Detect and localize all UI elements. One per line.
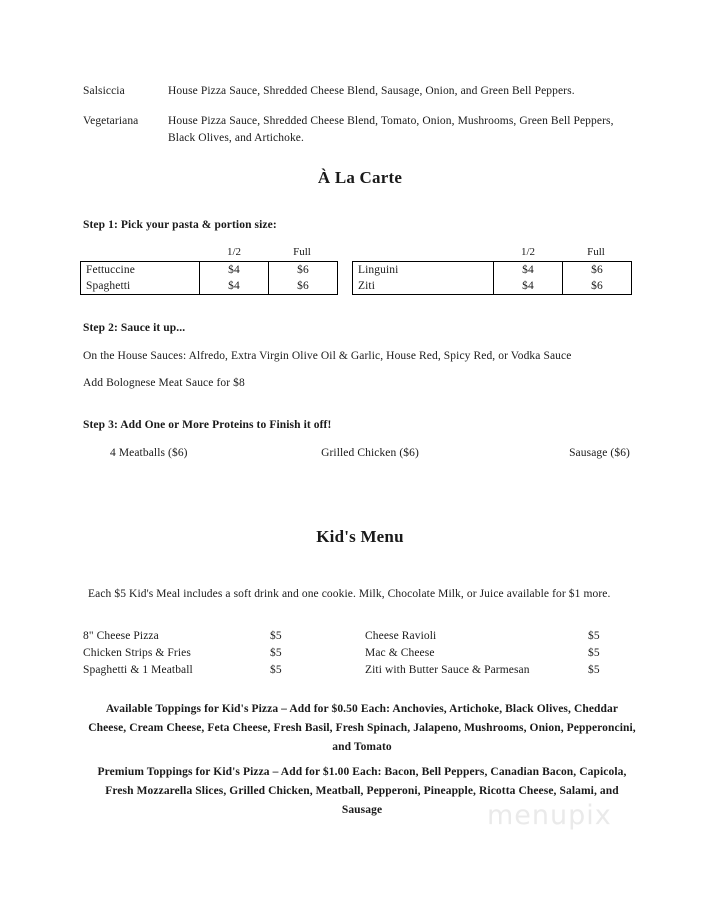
kids-item-price: $5 (588, 664, 600, 676)
pasta-price-full: $6 (297, 264, 309, 276)
kids-item-left (83, 645, 365, 662)
kids-item-name: Chicken Strips & Fries (83, 647, 191, 659)
list-item (83, 628, 633, 645)
kids-item-left (83, 662, 365, 679)
kids-item-left (83, 628, 365, 645)
available-toppings-text: Available Toppings for Kid's Pizza – Add for $0.50 Each: Anchovies, Artichoke, Black Olives, Cheddar Cheese, Cream Cheese, Feta Cheese, Fresh Basil, Fresh Spinach, Jalapeno, Mushrooms, Onion, Pepperoncini, and Tomato (88, 703, 636, 753)
kids-item-price: $5 (270, 664, 282, 676)
pasta-header-spacer (80, 243, 200, 261)
list-item (83, 662, 633, 679)
menupix-watermark: menupix (487, 800, 612, 831)
pasta-table-right-grid (352, 261, 632, 295)
kids-items-grid (83, 628, 633, 679)
pasta-price-half: $4 (200, 278, 269, 294)
kids-item-name: Spaghetti & 1 Meatball (83, 664, 193, 676)
pizza-row (83, 83, 639, 100)
table-row (353, 278, 631, 294)
pasta-price-half: $4 (494, 278, 563, 294)
protein-item: 4 Meatballs ($6) (110, 447, 188, 459)
pizza-row (83, 113, 639, 147)
pasta-header-spacer (352, 243, 494, 261)
kids-intro-text: Each $5 Kid's Meal includes a soft drink and one cookie. Milk, Chocolate Milk, or Juice available for $1 more. (88, 588, 611, 600)
bolognese-line: Add Bolognese Meat Sauce for $8 (83, 377, 245, 389)
kids-item-price: $5 (270, 630, 282, 642)
table-row (81, 262, 337, 278)
pizza-description-list (83, 83, 639, 160)
protein-item: Grilled Chicken ($6) (321, 447, 419, 459)
pasta-name: Linguini (353, 262, 494, 278)
pizza-description: House Pizza Sauce, Shredded Cheese Blend, Tomato, Onion, Mushrooms, Green Bell Peppers, Black Olives, and Artichoke. (168, 115, 614, 144)
kids-item-name: Mac & Cheese (365, 647, 435, 659)
pasta-header-full: Full (293, 246, 311, 258)
pasta-header-full: Full (587, 246, 605, 258)
pasta-table-right (352, 243, 630, 295)
pizza-name: Salsiccia (83, 85, 125, 97)
kids-item-right (365, 662, 633, 679)
premium-toppings-text: Premium Toppings for Kid's Pizza – Add for $1.00 Each: Bacon, Bell Peppers, Canadian Bacon, Capicola, Fresh Mozzarella Slices, Grilled Chicken, Meatball, Pepperoni, Pineapple, Ricotta Cheese, Salami, and Sausage (97, 766, 627, 816)
pasta-price-full: $6 (591, 280, 603, 292)
step3-heading: Step 3: Add One or More Proteins to Finish it off! (83, 419, 332, 431)
kids-item-price: $5 (588, 647, 600, 659)
pizza-name: Vegetariana (83, 115, 139, 127)
kids-item-name: Ziti with Butter Sauce & Parmesan (365, 664, 530, 676)
house-sauces-line: On the House Sauces: Alfredo, Extra Virgin Olive Oil & Garlic, House Red, Spicy Red, or Vodka Sauce (83, 350, 572, 362)
pasta-name: Fettuccine (81, 262, 200, 278)
kids-item-right (365, 628, 633, 645)
protein-item: Sausage ($6) (569, 447, 630, 459)
table-row (81, 278, 337, 294)
pasta-price-full: $6 (591, 264, 603, 276)
step1-heading: Step 1: Pick your pasta & portion size: (83, 219, 277, 231)
step2-heading: Step 2: Sauce it up... (83, 322, 186, 334)
kids-item-price: $5 (270, 647, 282, 659)
pasta-price-full: $6 (297, 280, 309, 292)
pasta-price-half: $4 (494, 262, 563, 278)
kids-section-title: Kid's Menu (316, 527, 404, 546)
pasta-name: Spaghetti (81, 278, 200, 294)
pasta-header-half: 1/2 (226, 246, 242, 258)
kids-item-right (365, 645, 633, 662)
pasta-header-half: 1/2 (520, 246, 536, 258)
pizza-description: House Pizza Sauce, Shredded Cheese Blend, Sausage, Onion, and Green Bell Peppers. (168, 85, 575, 97)
kids-item-price: $5 (588, 630, 600, 642)
alacarte-section-title: À La Carte (317, 168, 403, 187)
proteins-row (110, 447, 630, 459)
pasta-table-right-header (352, 243, 630, 261)
pasta-price-half: $4 (200, 262, 269, 278)
table-row (353, 262, 631, 278)
pasta-table-left-grid (80, 261, 338, 295)
kids-item-name: 8" Cheese Pizza (83, 630, 159, 642)
pasta-table-left (80, 243, 336, 295)
list-item (83, 645, 633, 662)
pasta-table-left-header (80, 243, 336, 261)
pasta-name: Ziti (353, 278, 494, 294)
kids-item-name: Cheese Ravioli (365, 630, 437, 642)
